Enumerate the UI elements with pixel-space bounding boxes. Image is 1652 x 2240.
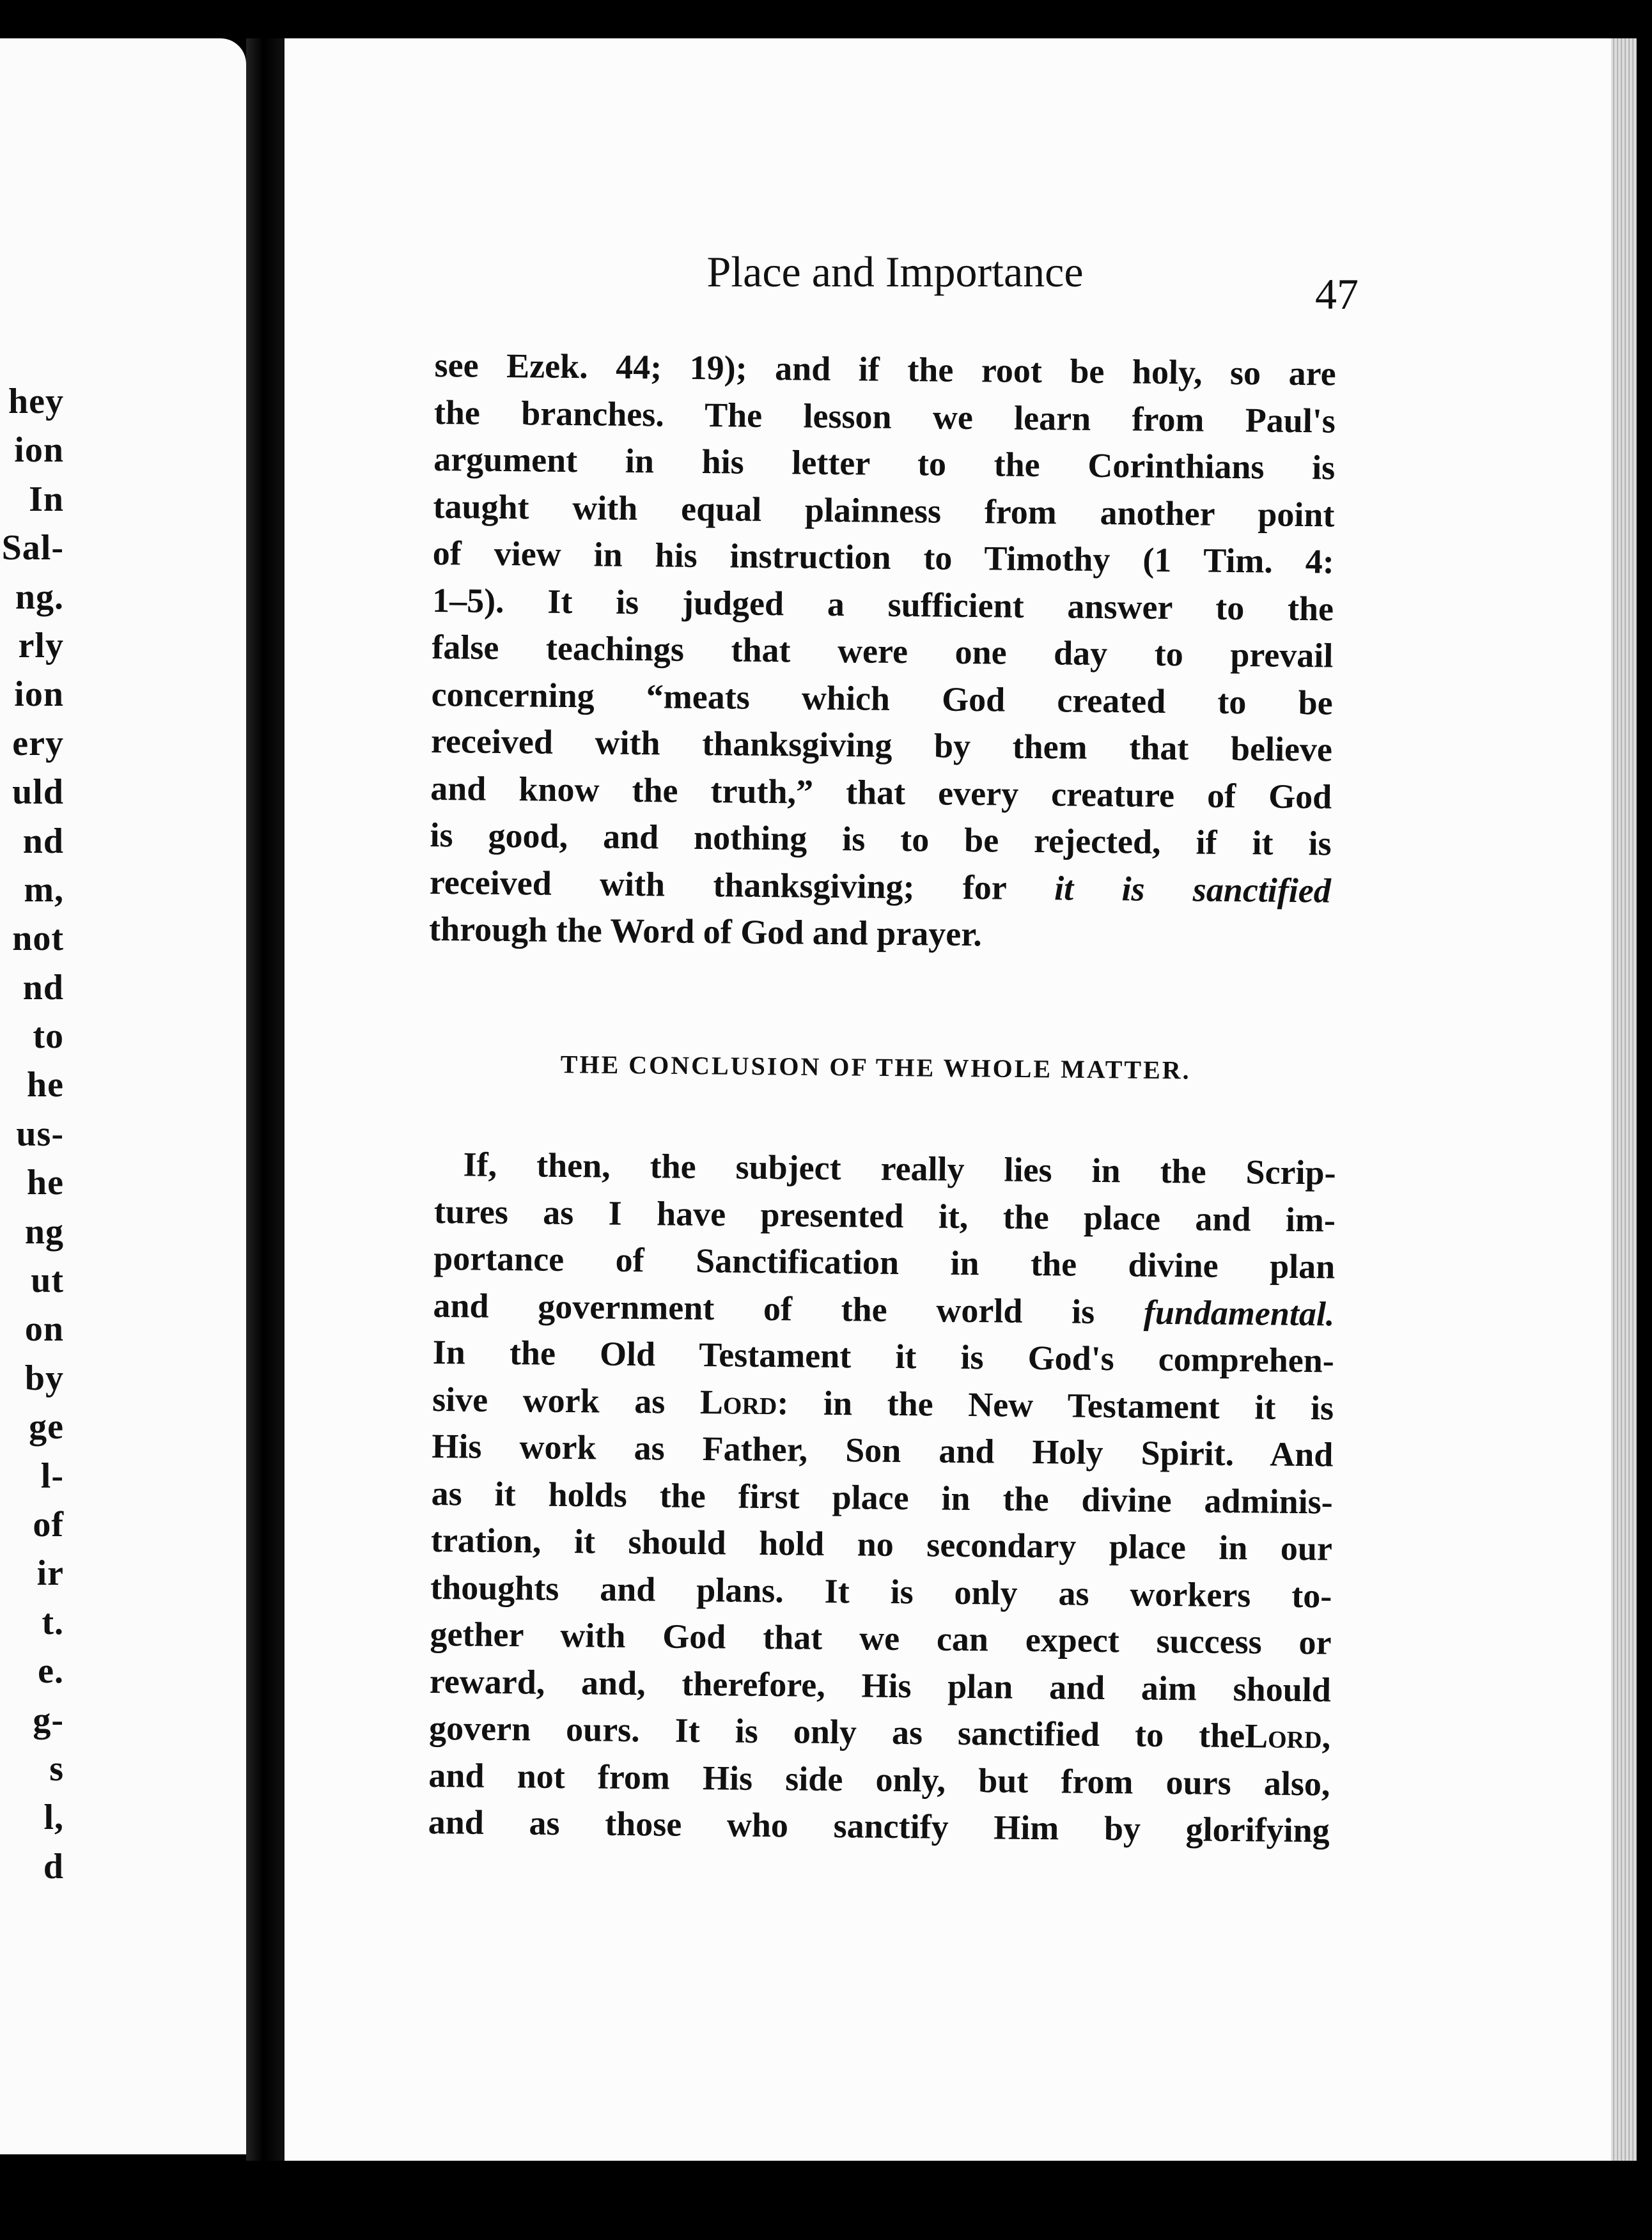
text-line: In the Old Testament it is God's comprehen- <box>432 1332 1335 1380</box>
book-gutter <box>246 38 284 2167</box>
left-fragment-line: ery <box>12 723 64 763</box>
page-stack-edge <box>1611 38 1637 2161</box>
left-fragment-line: rly <box>18 625 64 665</box>
left-fragment-line: of <box>33 1504 64 1544</box>
text-line: His work as Father, Son and Holy Spirit. And <box>432 1426 1334 1474</box>
left-fragment-line: by <box>24 1358 64 1398</box>
left-fragment-line: he <box>27 1065 64 1105</box>
text-line: and as those who sanctify Him by glorifying <box>428 1802 1330 1850</box>
text-line: of view in his instruction to Timothy (1 Tim. 4: <box>432 533 1335 581</box>
text-line <box>433 1282 1335 1337</box>
text-line <box>429 1705 1331 1761</box>
text-line: argument in his letter to the Corinthians is <box>433 439 1336 487</box>
text-line: 1–5). It is judged a sufficient answer to the <box>432 580 1334 628</box>
left-fragment-line: not <box>12 919 64 959</box>
small-caps-word: Lord <box>1244 1716 1322 1756</box>
left-fragment-line: us- <box>16 1114 64 1154</box>
text-line: tration, it should hold no secondary place in our <box>430 1520 1333 1568</box>
left-fragment-line: s <box>49 1748 64 1789</box>
scan-bottom-border <box>0 2161 1652 2240</box>
left-page-text-fragments <box>0 377 64 1891</box>
left-fragment-line: hey <box>8 382 64 421</box>
text-line: concerning “meats which God created to be <box>431 674 1333 722</box>
left-fragment-line: ion <box>14 430 64 471</box>
left-fragment-line: uld <box>12 772 64 813</box>
paragraph-2 <box>428 1141 1336 1855</box>
line-text: sive work as <box>432 1380 701 1421</box>
text-line: as it holds the first place in the divine adminis- <box>431 1474 1333 1521</box>
text-line <box>430 859 1332 914</box>
left-fragment-line: Sal- <box>1 528 64 568</box>
left-fragment-line: ir <box>36 1553 64 1594</box>
italic-emphasis: fundamental. <box>1143 1293 1335 1334</box>
text-line: If, then, the subject really lies in the Scrip- <box>463 1145 1336 1192</box>
line-text: and government of the world is <box>433 1286 1144 1332</box>
left-fragment-line: he <box>27 1163 64 1203</box>
text-line: see Ezek. 44; 19); and if the root be holy, so are <box>434 345 1336 393</box>
left-fragment-line: l, <box>43 1798 64 1838</box>
text-line: thoughts and plans. It is only as workers to- <box>430 1567 1332 1615</box>
left-fragment-line: ut <box>31 1261 64 1301</box>
left-fragment-line: ng. <box>15 577 64 617</box>
left-fragment-line: In <box>29 479 64 519</box>
paragraph-1 <box>429 342 1336 961</box>
text-line: tures as I have presented it, the place and im- <box>433 1192 1336 1240</box>
text-line: and know the truth,” that every creature of God <box>430 768 1332 816</box>
section-heading: THE CONCLUSION OF THE WHOLE MATTER. <box>560 1050 1191 1085</box>
left-fragment-line: on <box>24 1309 64 1349</box>
left-fragment-line: nd <box>22 821 64 861</box>
line-text: received with thanksgiving; for <box>429 862 1055 907</box>
page-number: 47 <box>1315 270 1359 318</box>
line-text: : in the New Testament it is <box>777 1383 1334 1427</box>
left-fragment-line: ge <box>29 1407 64 1447</box>
left-fragment-line: g- <box>33 1700 64 1740</box>
text-line: reward, and, therefore, His plan and aim should <box>429 1661 1332 1709</box>
left-fragment-line: to <box>33 1016 64 1057</box>
text-line: through the Word of God and prayer. <box>428 909 983 954</box>
left-fragment-line: ion <box>14 674 64 715</box>
text-line: is good, and nothing is to be rejected, if it is <box>430 815 1332 863</box>
left-fragment-line: e. <box>38 1651 64 1692</box>
left-fragment-line: l- <box>40 1456 64 1496</box>
left-fragment-line: m, <box>24 869 64 910</box>
small-caps-word: Lord <box>699 1382 777 1422</box>
left-fragment-line: t. <box>42 1602 64 1642</box>
line-text: govern ours. It is only as sanctified to the <box>428 1708 1245 1755</box>
running-head: Place and Importance <box>706 247 1084 296</box>
left-page <box>0 38 246 2154</box>
text-line: portance of Sanctification in the divine plan <box>433 1238 1336 1286</box>
text-line: false teachings that were one day to prevail <box>432 627 1334 675</box>
text-line <box>432 1376 1334 1431</box>
text-line: the branches. The lesson we learn from Paul's <box>433 393 1336 440</box>
left-fragment-line: d <box>43 1846 64 1886</box>
left-fragment-line: ng <box>24 1211 64 1252</box>
line-text: , <box>1321 1717 1331 1756</box>
left-fragment-line: nd <box>22 967 64 1007</box>
text-line: taught with equal plainness from another point <box>433 486 1335 534</box>
italic-emphasis: it is sanctified <box>1054 868 1332 910</box>
text-line: and not from His side only, but from ours also, <box>428 1755 1330 1803</box>
text-line: gether with God that we can expect success or <box>430 1614 1332 1662</box>
text-line: received with thanksgiving by them that believe <box>430 721 1333 769</box>
